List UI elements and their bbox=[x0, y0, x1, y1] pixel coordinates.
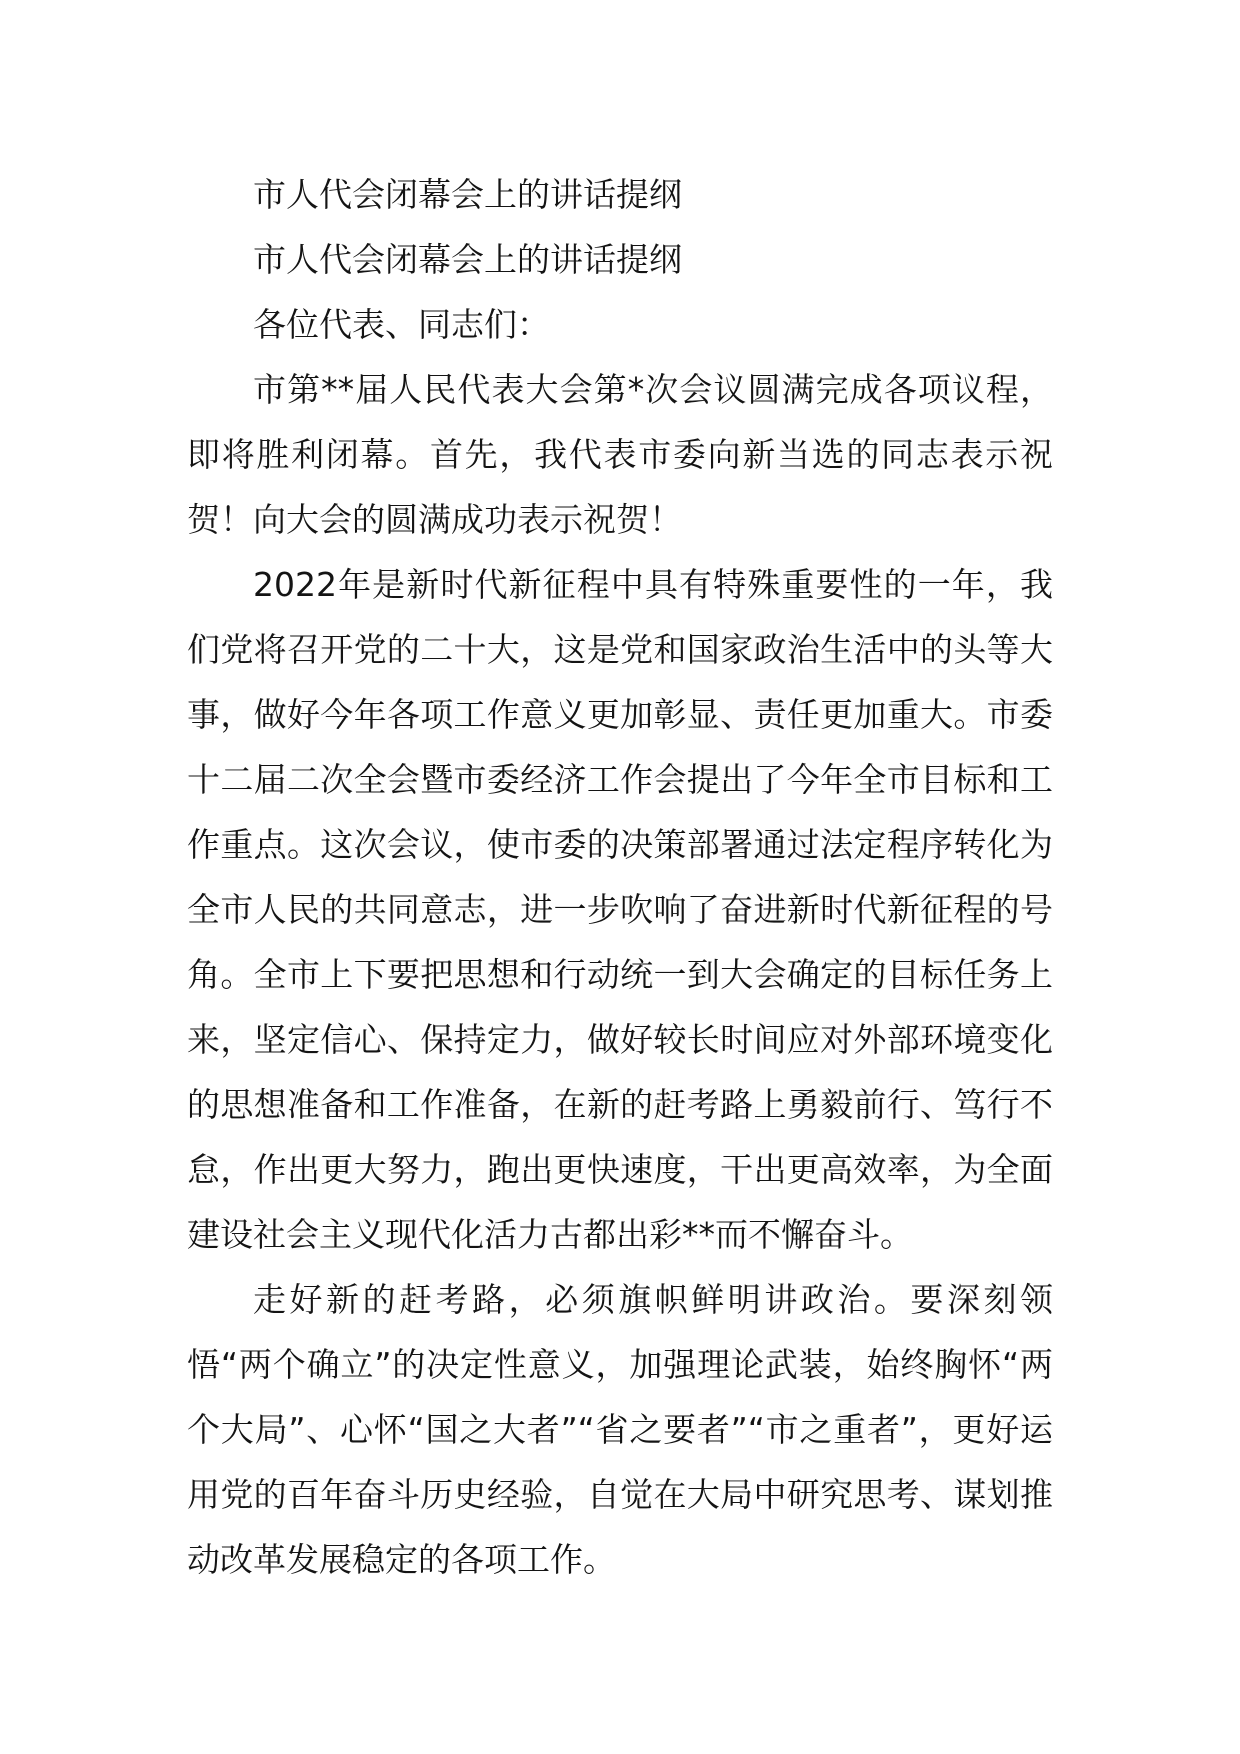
document-title-repeat: 市人代会闭幕会上的讲话提纲 bbox=[253, 240, 682, 279]
salutation: 各位代表、同志们： bbox=[253, 305, 550, 344]
document-body bbox=[187, 162, 1053, 1592]
paragraph-2: 2022年是新时代新征程中具有特殊重要性的一年，我们党将召开党的二十大，这是党和国家政治生活中的头等大事，做好今年各项工作意义更加彰显、责任更加重大。市委十二届二次全会暨市委经济工作会提出了今年全市目标和工作重点。这次会议，使市委的决策部署通过法定程序转化为全市人民的共同意志，进一步吹响了奋进新时代新征程的号角。全市上下要把思想和行动统一到大会确定的目标任务上来，坚定信心、保持定力，做好较长时间应对外部环境变化的思想准备和工作准备，在新的赶考路上勇毅前行、笃行不怠，作出更大努力，跑出更快速度，干出更高效率，为全面建设社会主义现代化活力古都出彩**而不懈奋斗。 bbox=[187, 565, 1053, 1254]
document-title: 市人代会闭幕会上的讲话提纲 bbox=[253, 175, 682, 214]
paragraph-3: 走好新的赶考路，必须旗帜鲜明讲政治。要深刻领悟“两个确立”的决定性意义，加强理论武装，始终胸怀“两个大局”、心怀“国之大者”“省之要者”“市之重者”，更好运用党的百年奋斗历史经验，自觉在大局中研究思考、谋划推动改革发展稳定的各项工作。 bbox=[187, 1280, 1053, 1579]
paragraph-1: 市第**届人民代表大会第*次会议圆满完成各项议程，即将胜利闭幕。首先，我代表市委向新当选的同志表示祝贺！向大会的圆满成功表示祝贺！ bbox=[187, 370, 1053, 539]
